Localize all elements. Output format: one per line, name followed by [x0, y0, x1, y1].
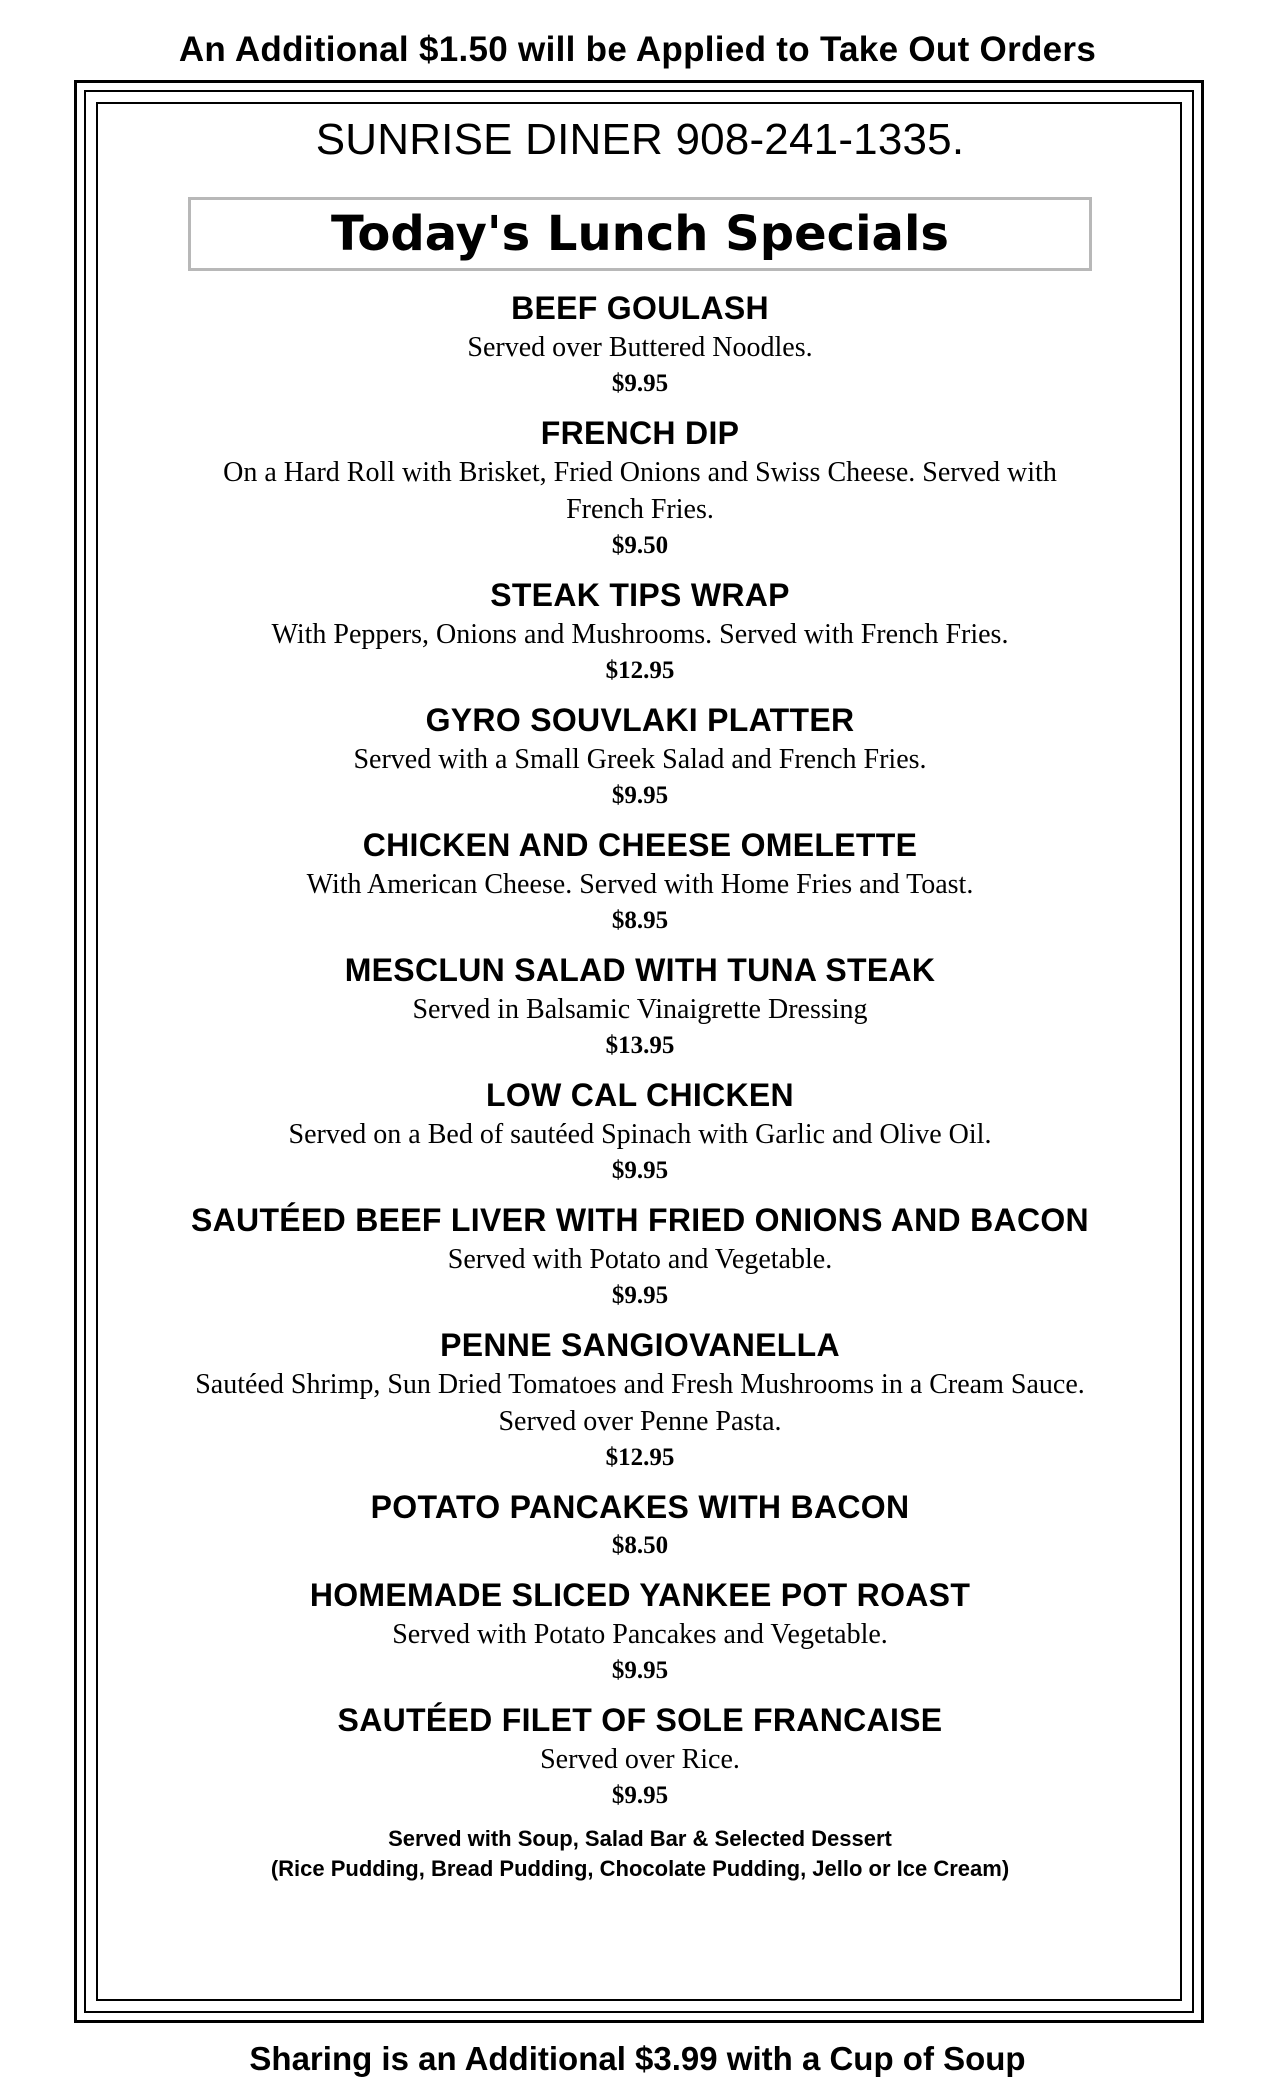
menu-item-name: FRENCH DIP — [540, 415, 740, 451]
menu-item — [110, 1486, 1170, 1564]
menu-item-description: Served with a Small Greek Salad and French Fries. — [353, 744, 927, 775]
page-title: Today's Lunch Specials — [331, 206, 949, 262]
takeout-notice: An Additional $1.50 will be Applied to Take Out Orders — [178, 30, 1097, 69]
menu-item-name: PENNE SANGIOVANELLA — [440, 1327, 840, 1363]
menu-item-description: Served over Rice. — [540, 1744, 740, 1775]
menu-item-price: $13.95 — [605, 1032, 675, 1059]
menu-item — [110, 574, 1170, 689]
menu-item-description: Served with Potato and Vegetable. — [447, 1244, 833, 1275]
menu-item — [110, 287, 1170, 402]
menu-content — [110, 110, 1170, 1884]
footer-note — [110, 1824, 1170, 1884]
menu-item-price: $9.95 — [611, 1657, 669, 1684]
menu-item-name: HOMEMADE SLICED YANKEE POT ROAST — [309, 1577, 971, 1613]
menu-item-description: Served with Potato Pancakes and Vegetable. — [392, 1619, 888, 1650]
menu-item-name: MESCLUN SALAD WITH TUNA STEAK — [344, 952, 936, 988]
menu-item-name: BEEF GOULASH — [511, 290, 769, 326]
menu-item — [110, 699, 1170, 814]
menu-item-price: $9.95 — [611, 370, 669, 397]
menu-item-price: $8.95 — [611, 907, 669, 934]
menu-item-description: Served in Balsamic Vinaigrette Dressing — [412, 994, 868, 1025]
menu-item-description: On a Hard Roll with Brisket, Fried Onions and Swiss Cheese. Served with French Fries. — [223, 457, 1057, 525]
menu-items-list — [110, 287, 1170, 1814]
menu-item — [110, 1699, 1170, 1814]
title-box — [188, 197, 1092, 271]
menu-item-price: $9.50 — [611, 532, 669, 559]
menu-item-price: $9.95 — [611, 1157, 669, 1184]
menu-item-name: SAUTÉED BEEF LIVER WITH FRIED ONIONS AND BACON — [191, 1202, 1089, 1238]
menu-item-price: $8.50 — [611, 1532, 669, 1559]
menu-item — [110, 1199, 1170, 1314]
menu-item-description: With American Cheese. Served with Home Fries and Toast. — [306, 869, 974, 900]
menu-item-description: Sautéed Shrimp, Sun Dried Tomatoes and Fresh Mushrooms in a Cream Sauce. Served over Penne Pasta. — [195, 1369, 1085, 1437]
menu-item — [110, 412, 1170, 564]
menu-item-name: CHICKEN AND CHEESE OMELETTE — [362, 827, 918, 863]
menu-item-price: $9.95 — [611, 782, 669, 809]
menu-item-name: LOW CAL CHICKEN — [486, 1077, 794, 1113]
menu-item-price: $12.95 — [605, 657, 675, 684]
menu-item-name: STEAK TIPS WRAP — [490, 577, 790, 613]
footer-dessert-options: (Rice Pudding, Bread Pudding, Chocolate Pudding, Jello or Ice Cream) — [270, 1856, 1010, 1881]
menu-item-price: $9.95 — [611, 1282, 669, 1309]
menu-item-description: Served on a Bed of sautéed Spinach with Garlic and Olive Oil. — [288, 1119, 992, 1150]
menu-item-description: With Peppers, Onions and Mushrooms. Served with French Fries. — [271, 619, 1009, 650]
menu-item — [110, 824, 1170, 939]
sharing-notice: Sharing is an Additional $3.99 with a Cup of Soup — [249, 2040, 1026, 2077]
menu-item — [110, 1324, 1170, 1476]
menu-item — [110, 949, 1170, 1064]
menu-item-price: $9.95 — [611, 1782, 669, 1809]
footer-served-with: Served with Soup, Salad Bar & Selected Dessert — [388, 1826, 892, 1851]
diner-name-phone: SUNRISE DINER 908-241-1335. — [315, 115, 965, 164]
menu-item-price: $12.95 — [605, 1444, 675, 1471]
menu-item-name: GYRO SOUVLAKI PLATTER — [425, 702, 855, 738]
menu-item-description: Served over Buttered Noodles. — [467, 332, 813, 363]
menu-item-name: POTATO PANCAKES WITH BACON — [370, 1489, 910, 1525]
menu-item — [110, 1574, 1170, 1689]
menu-item — [110, 1074, 1170, 1189]
menu-item-name: SAUTÉED FILET OF SOLE FRANCAISE — [337, 1702, 943, 1738]
